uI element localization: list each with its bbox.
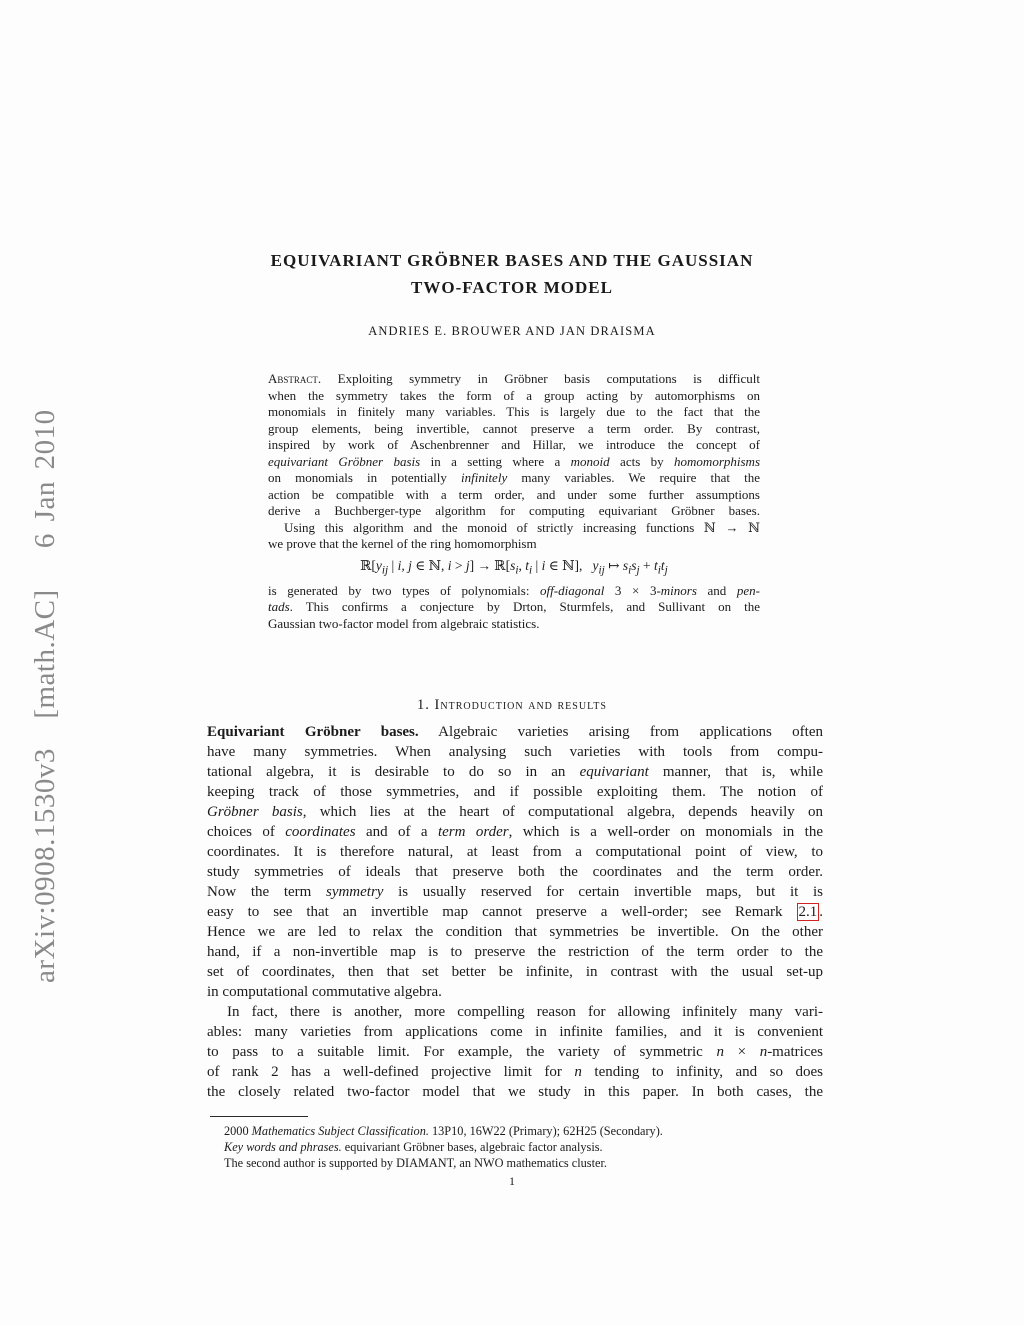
text-line: Using this algorithm and the monoid of strictly increasing functions ℕ → ℕ: [284, 519, 760, 535]
text-line: easy to see that an invertible map cannot preserve a well-order; see Remark 2.1 .: [207, 904, 823, 920]
text-line: Gröbner basis, which lies at the heart of computational algebra, depends heavily on: [207, 804, 823, 820]
text-line: tads. This confirms a conjecture by Drton, Sturmfels, and Sullivant on the: [268, 599, 760, 615]
text-line: on monomials in potentially infinitely many variables. We require that the: [268, 470, 760, 485]
text-line: group elements, being invertible, cannot preserve a term order. By contrast,: [268, 420, 760, 436]
text-line: to pass to a suitable limit. For example, the variety of symmetric n × n-matrices: [207, 1044, 823, 1060]
text-line: Hence we are led to relax the condition that symmetries be invertible. On the other: [207, 924, 823, 940]
text-line: Abstract. Exploiting symmetry in Gröbner basis computations is difficult: [268, 371, 760, 386]
text-line: Now the term symmetry is usually reserved for certain invertible maps, but it is: [207, 884, 823, 900]
paragraph-1-last-line: in computational commutative algebra.: [207, 984, 442, 1000]
text-line: of rank 2 has a well-defined projective limit for n tending to infinity, and so does: [207, 1064, 823, 1080]
abstract-text-part1: [268, 371, 760, 536]
text-line: derive a Buchberger-type algorithm for computing equivariant Gröbner bases.: [268, 503, 760, 518]
section-heading: 1. Introduction and results: [417, 697, 607, 713]
body-text: [207, 722, 823, 1102]
paragraph-1: [207, 722, 823, 982]
paper-title-line1: EQUIVARIANT GRÖBNER BASES AND THE GAUSSIAN: [270, 251, 754, 270]
text-line: In fact, there is another, more compelling reason for allowing infinitely many vari-: [227, 1004, 823, 1020]
paper-title-line2: TWO-FACTOR MODEL: [411, 278, 613, 297]
footnotes-block: [207, 1123, 823, 1172]
text-line: hand, if a non-invertible map is to preserve the restriction of the term order to the: [207, 944, 823, 960]
paper-title: [0, 247, 1024, 301]
text-line: when the symmetry takes the form of a group acting by automorphisms on: [268, 387, 760, 403]
paper-authors: ANDRIES E. BROUWER AND JAN DRAISMA: [368, 324, 656, 338]
text-line: Key words and phrases. equivariant Gröbner bases, algebraic factor analysis.: [224, 1140, 603, 1155]
paragraph-2: [207, 1002, 823, 1102]
text-line: ables: many varieties from applications come in infinite families, and it is convenient: [207, 1024, 823, 1040]
page-number: 1: [509, 1174, 515, 1188]
text-line: tational algebra, it is desirable to do so in an equivariant manner, that is, while: [207, 764, 823, 780]
text-line: choices of coordinates and of a term order, which is a well-order on monomials in the: [207, 824, 823, 840]
text-line: coordinates. It is therefore natural, at least from a computational point of view, to: [207, 844, 823, 860]
text-line: study symmetries of ideals that preserve both the coordinates and the term order.: [207, 864, 823, 880]
remark-ref-link[interactable]: 2.1: [798, 904, 818, 920]
abstract-formula: $ℝ[y_{ij}$ | i, j ∈ ℕ, $i > j] \to ℝ[s_i$, $t_i$ | i ∈ ℕ], $y_{ij}$ ↦ $s_is_j + t_it_j$: [360, 557, 668, 577]
abstract-block: [268, 371, 760, 632]
text-line: keeping track of those symmetries, and if possible exploiting them. The notion of: [207, 784, 823, 800]
text-line: 2000 Mathematics Subject Classification. 13P10, 16W22 (Primary); 62H25 (Secondary).: [224, 1124, 663, 1138]
abstract-closing-line: Gaussian two-factor model from algebraic statistics.: [268, 615, 540, 631]
text-line: inspired by work of Aschenbrenner and Hillar, we introduce the concept of: [268, 437, 760, 452]
abstract-text-part2: [268, 583, 760, 616]
text-line: monomials in finitely many variables. This is largely due to the fact that the: [268, 404, 760, 419]
footnote-rule: [210, 1116, 308, 1117]
text-line: Equivariant Gröbner bases. Algebraic varieties arising from applications often: [207, 724, 824, 740]
text-line: the closely related two-factor model that we study in this paper. In both cases, the: [207, 1084, 823, 1100]
text-line: equivariant Gröbner basis in a setting where a monoid acts by homomorphisms: [268, 453, 761, 469]
text-line: The second author is supported by DIAMANT, an NWO mathematics cluster.: [224, 1156, 607, 1171]
arxiv-watermark: arXiv:0908.1530v3 [math.AC] 6 Jan 2010: [29, 409, 61, 983]
text-line: set of coordinates, then that set better be infinite, in contrast with the usual set-up: [207, 964, 823, 980]
text-line: action be compatible with a term order, and under some further assumptions: [268, 486, 760, 502]
abstract-bridge-line: we prove that the kernel of the ring homomorphism: [268, 536, 537, 551]
text-line: have many symmetries. When analysing such varieties with tools from compu-: [207, 744, 823, 760]
text-line: is generated by two types of polynomials: off-diagonal 3 × 3-minors and pen-: [268, 582, 760, 598]
